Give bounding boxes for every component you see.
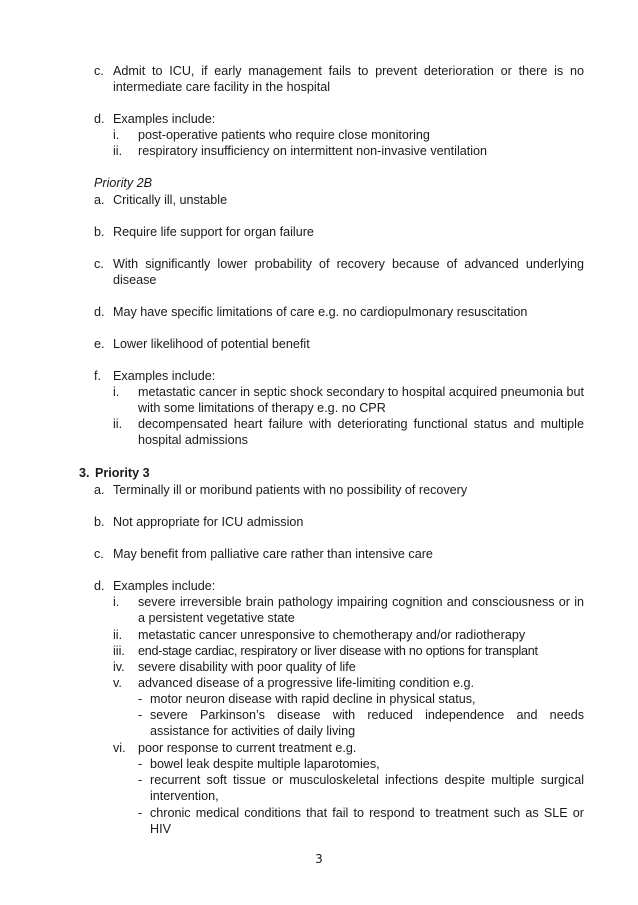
list-item: [113, 627, 584, 643]
section-title: Priority 3: [95, 466, 150, 480]
item-label: iv.: [113, 660, 125, 674]
item-text: Not appropriate for ICU admission: [113, 515, 304, 529]
list-item: [113, 675, 584, 691]
list-item: [113, 659, 584, 675]
list-item: [138, 691, 584, 707]
item-text: metastatic cancer in septic shock secondary to hospital acquired pneumonia but with some limitations of therapy e.g. no CPR: [138, 385, 584, 415]
item-text: Critically ill, unstable: [113, 193, 228, 207]
list-item: [94, 63, 584, 95]
item-label: i.: [113, 595, 120, 609]
item-text: Admit to ICU, if early management fails to prevent deterioration or there is no intermediate care facility in the hospital: [113, 64, 584, 94]
list-item: [113, 594, 584, 626]
item-text: metastatic cancer unresponsive to chemotherapy and/or radiotherapy: [138, 628, 526, 642]
item-label: -: [138, 806, 143, 820]
item-text: Examples include:: [113, 369, 216, 383]
item-text: severe Parkinson’s disease with reduced independence and needs assistance for activities of daily living: [150, 708, 584, 738]
item-text: post-operative patients who require close monitoring: [138, 128, 430, 142]
item-text: With significantly lower probability of recovery because of advanced underlying disease: [113, 257, 584, 287]
item-text: Lower likelihood of potential benefit: [113, 337, 310, 351]
item-text: severe irreversible brain pathology impairing cognition and consciousness or in a persistent vegetative state: [138, 595, 584, 625]
item-label: ii.: [113, 417, 123, 431]
item-text: Require life support for organ failure: [113, 225, 314, 239]
item-label: -: [138, 708, 143, 722]
item-label: i.: [113, 128, 120, 142]
list-item: [94, 192, 584, 208]
list-item: [138, 772, 584, 804]
item-label: ii.: [113, 628, 123, 642]
item-text: chronic medical conditions that fail to respond to treatment such as SLE or HIV: [150, 806, 584, 836]
list-item: [94, 514, 584, 530]
list-item: [94, 224, 584, 240]
item-text: poor response to current treatment e.g.: [138, 741, 357, 755]
list-item: [94, 482, 584, 498]
list-item: [113, 384, 584, 416]
item-label: d.: [94, 579, 105, 593]
item-label: b.: [94, 515, 105, 529]
list-item: [94, 336, 584, 352]
item-text: Terminally ill or moribund patients with no possibility of recovery: [113, 483, 468, 497]
list-item: [113, 416, 584, 448]
item-text: recurrent soft tissue or musculoskeletal infections despite multiple surgical intervention,: [150, 773, 584, 803]
section-number: 3.: [79, 466, 90, 480]
item-text: decompensated heart failure with deteriorating functional status and multiple hospital admissions: [138, 417, 584, 447]
list-item: [138, 707, 584, 739]
item-label: v.: [113, 676, 122, 690]
item-label: vi.: [113, 741, 126, 755]
item-text: advanced disease of a progressive life-limiting condition e.g.: [138, 676, 475, 690]
list-item: [94, 578, 584, 594]
list-item: [113, 643, 584, 659]
list-item: [113, 127, 584, 143]
item-text: bowel leak despite multiple laparotomies,: [150, 757, 380, 771]
item-label: e.: [94, 337, 105, 351]
item-text: severe disability with poor quality of life: [138, 660, 356, 674]
item-text: May benefit from palliative care rather than intensive care: [113, 547, 433, 561]
item-text: end-stage cardiac, respiratory or liver disease with no options for transplant: [138, 644, 538, 658]
item-text: respiratory insufficiency on intermittent non-invasive ventilation: [138, 144, 488, 158]
list-item: [94, 256, 584, 288]
item-text: Examples include:: [113, 112, 216, 126]
list-item: [94, 111, 584, 127]
item-label: f.: [94, 369, 101, 383]
item-label: c.: [94, 64, 104, 78]
section-subheading: Priority 2B: [94, 176, 153, 190]
item-label: -: [138, 757, 143, 771]
list-item: [94, 546, 584, 562]
item-label: -: [138, 773, 143, 787]
item-label: c.: [94, 257, 104, 271]
item-label: c.: [94, 547, 104, 561]
item-text: motor neuron disease with rapid decline in physical status,: [150, 692, 476, 706]
list-item: [113, 740, 584, 756]
list-item: [138, 805, 584, 837]
item-text: Examples include:: [113, 579, 216, 593]
item-label: -: [138, 692, 143, 706]
item-label: b.: [94, 225, 105, 239]
item-text: May have specific limitations of care e.g. no cardiopulmonary resuscitation: [113, 305, 528, 319]
item-label: iii.: [113, 644, 125, 658]
item-label: d.: [94, 112, 105, 126]
item-label: a.: [94, 193, 105, 207]
list-item: [113, 143, 584, 159]
list-item: [94, 304, 584, 320]
page-number: 3: [315, 852, 323, 866]
item-label: ii.: [113, 144, 123, 158]
item-label: d.: [94, 305, 105, 319]
section-heading: [79, 465, 584, 481]
item-label: i.: [113, 385, 120, 399]
item-label: a.: [94, 483, 105, 497]
list-item: [138, 756, 584, 772]
list-item: [94, 368, 584, 384]
